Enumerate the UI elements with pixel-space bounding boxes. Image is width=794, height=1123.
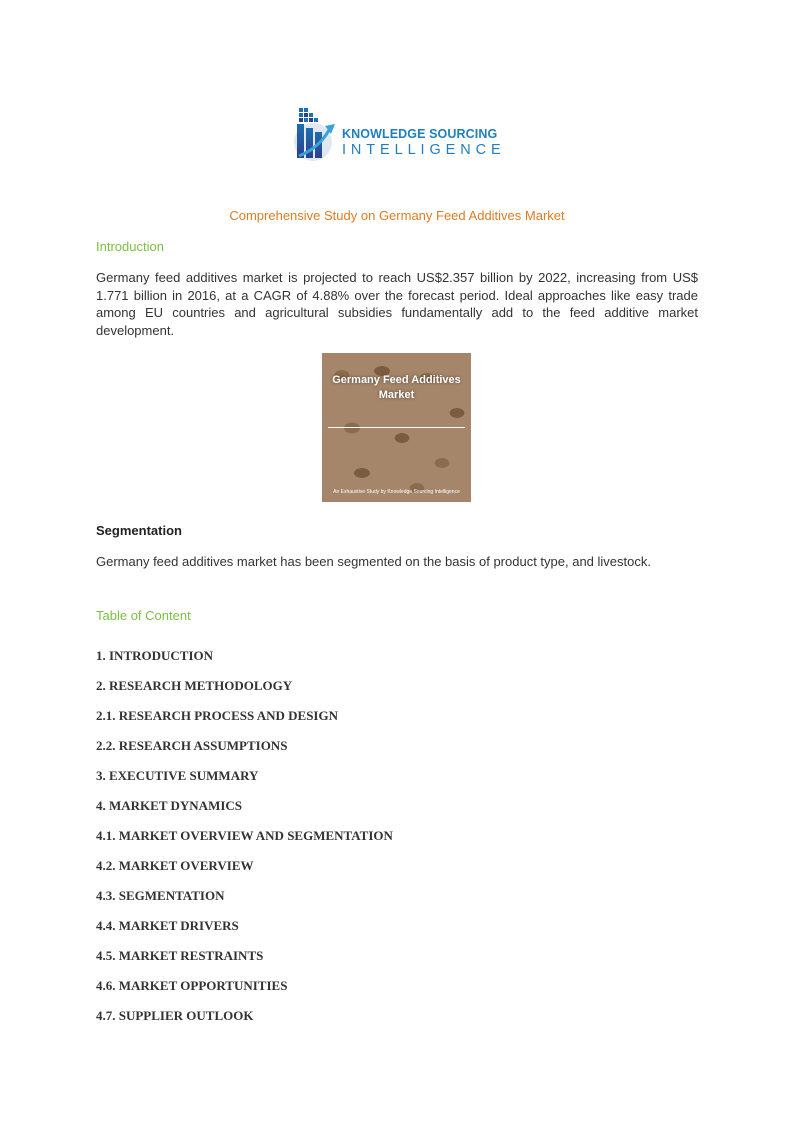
company-logo (289, 104, 509, 168)
segmentation-paragraph: Germany feed additives market has been segmented on the basis of product type, and livestock. (96, 554, 651, 569)
toc-item: 4.2. MARKET OVERVIEW (96, 858, 254, 873)
toc-item: 4.1. MARKET OVERVIEW AND SEGMENTATION (96, 828, 393, 843)
document-title: Comprehensive Study on Germany Feed Additives Market (229, 208, 565, 223)
report-cover-image (322, 353, 471, 502)
toc-item: 3. EXECUTIVE SUMMARY (96, 768, 259, 783)
cover-subtitle: An Exhaustive Study by Knowledge Sourcing Intelligence (333, 489, 460, 495)
toc-item: 2. RESEARCH METHODOLOGY (96, 678, 293, 693)
toc-item: 4.7. SUPPLIER OUTLOOK (96, 1008, 254, 1023)
introduction-paragraph: Germany feed additives market is projected to reach US$2.357 billion by 2022, increasing from US$ 1.771 billion in 2016, at a CAGR of 4.88% over the forecast period. Ideal approaches like easy trade among EU countries and agricultural subsidies fundamentally add to the feed additive market development. (96, 270, 698, 338)
toc-heading: Table of Content (96, 608, 191, 623)
introduction-heading: Introduction (96, 239, 164, 254)
logo-text-secondary: INTELLIGENCE (342, 142, 506, 158)
logo-text-primary: KNOWLEDGE SOURCING (342, 127, 498, 141)
toc-item: 4. MARKET DYNAMICS (96, 798, 243, 813)
cover-divider (328, 427, 465, 428)
toc-item: 4.5. MARKET RESTRAINTS (96, 948, 264, 963)
toc-item: 4.4. MARKET DRIVERS (96, 918, 239, 933)
bar-chart-globe-logo-icon (289, 104, 341, 168)
segmentation-heading: Segmentation (96, 523, 182, 538)
toc-item: 4.3. SEGMENTATION (96, 888, 225, 903)
cover-title: Germany Feed Additives Market (332, 374, 461, 401)
toc-item: 1. INTRODUCTION (96, 648, 214, 663)
toc-item: 4.6. MARKET OPPORTUNITIES (96, 978, 288, 993)
toc-item: 2.1. RESEARCH PROCESS AND DESIGN (96, 708, 338, 723)
toc-item: 2.2. RESEARCH ASSUMPTIONS (96, 738, 288, 753)
